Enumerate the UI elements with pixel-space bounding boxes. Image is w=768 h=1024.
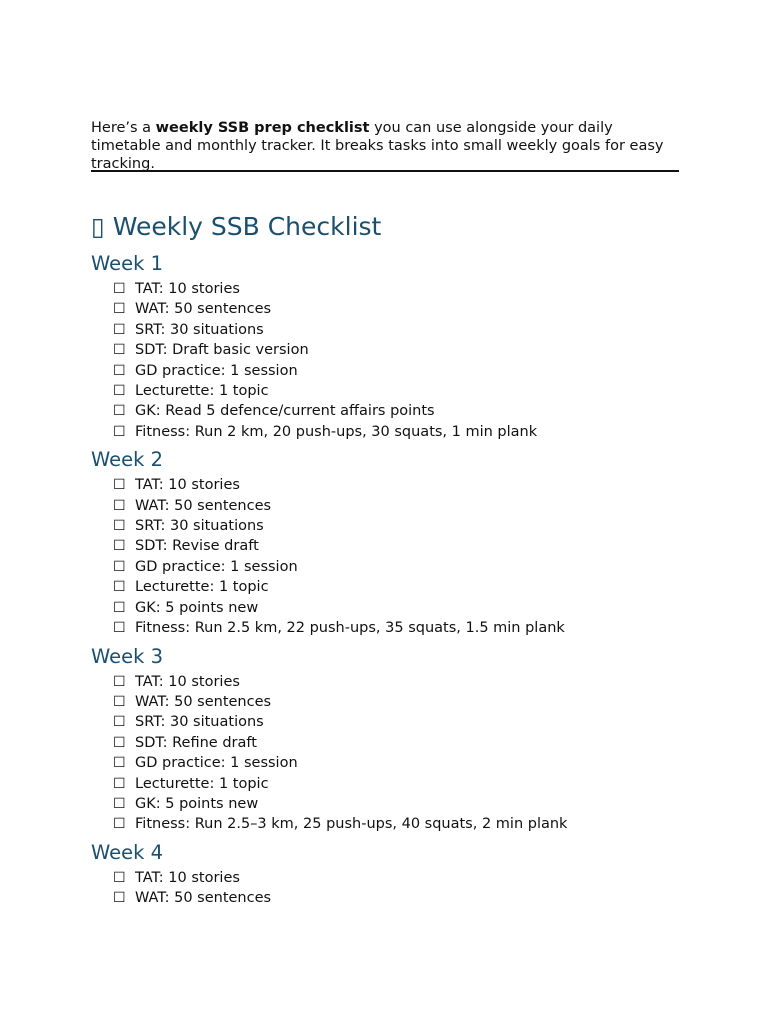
week-section-3 [91,643,711,835]
checklist-item [113,888,711,908]
checklist-item [113,712,711,732]
checkbox-icon: ☐ [113,714,126,731]
checkbox-icon: ☐ [113,342,126,359]
week-heading: Week 1 [91,252,164,275]
checklist-item [113,536,711,556]
checklist-item-text: TAT: 10 stories [135,477,240,494]
checkbox-icon: ☐ [113,518,126,535]
checklist-item-text: GK: Read 5 defence/current affairs points [135,403,435,420]
checklist-item [113,692,711,712]
checklist-item [113,475,711,495]
checklist-item [113,361,711,381]
checkbox-icon: ☐ [113,383,126,400]
checkbox-icon: ☐ [113,579,126,596]
checklist-item [113,320,711,340]
checkbox-icon: ☐ [113,869,126,886]
checklist-item-text: GK: 5 points new [135,599,259,616]
checkbox-icon: ☐ [113,477,126,494]
checklist-item [113,618,711,638]
checkbox-icon: ☐ [113,558,126,575]
checklist-item-text: SRT: 30 situations [135,321,264,338]
week-section-4 [91,839,711,909]
checklist-item-text: Lecturette: 1 topic [135,775,269,792]
week-heading: Week 3 [91,644,164,668]
checklist-item-text: Fitness: Run 2.5–3 km, 25 push-ups, 40 squats, 2 min plank [135,816,568,833]
checklist-item-text: WAT: 50 sentences [135,693,272,710]
checklist-item-text: GD practice: 1 session [135,755,298,772]
checklist-item-text: SRT: 30 situations [135,518,264,535]
checklist [91,672,711,835]
checklist-item [113,814,711,834]
checklist-item [113,299,711,319]
checklist-item-text: GD practice: 1 session [135,362,298,379]
checklist [91,868,711,909]
checklist-item-text: WAT: 50 sentences [135,497,272,514]
checklist-item [113,577,711,597]
checkbox-icon: ☐ [113,890,126,907]
checklist-item-text: Fitness: Run 2 km, 20 push-ups, 30 squats, 1 min plank [135,423,538,440]
checklist-item [113,381,711,401]
horizontal-divider [91,170,679,172]
checklist-item [113,794,711,814]
checklist-item [113,557,711,577]
checkbox-icon: ☐ [113,281,126,297]
weeks-container [91,250,711,913]
checklist-item [113,774,711,794]
checkbox-icon: ☐ [113,497,126,514]
checklist-item-text: TAT: 10 stories [135,281,240,297]
checkbox-icon: ☐ [113,775,126,792]
checklist-item-text: SDT: Revise draft [135,538,259,555]
checklist-item-text: WAT: 50 sentences [135,301,272,318]
checkbox-icon: ☐ [113,538,126,555]
checklist-item [113,401,711,421]
checklist-item-text: SDT: Refine draft [135,734,257,751]
intro-paragraph [91,119,681,173]
checklist-item [113,422,711,442]
checklist-item-text: TAT: 10 stories [135,673,240,690]
checklist-item-text: WAT: 50 sentences [135,890,272,907]
checkbox-icon: ☐ [113,693,126,710]
checklist-item [113,279,711,299]
checklist-item-text: GD practice: 1 session [135,558,298,575]
week-section-2 [91,446,711,638]
checklist-item [113,672,711,692]
checkbox-icon: ☐ [113,362,126,379]
week-heading: Week 4 [91,840,164,864]
checklist-item-text: TAT: 10 stories [135,869,240,886]
checklist [91,475,711,638]
checkbox-icon: ☐ [113,755,126,772]
checklist [91,279,711,442]
intro-text-start: Here’s a [91,119,156,136]
checkbox-icon: ☐ [113,301,126,318]
checklist-item [113,733,711,753]
page-title: ▯ Weekly SSB Checklist [91,212,382,241]
checklist-item [113,753,711,773]
checklist-item-text: Lecturette: 1 topic [135,383,269,400]
checklist-item-text: SDT: Draft basic version [135,342,309,359]
checklist-item [113,868,711,888]
checklist-item [113,340,711,360]
checkbox-icon: ☐ [113,673,126,690]
checklist-item-text: GK: 5 points new [135,795,259,812]
week-section-1 [91,250,711,442]
intro-text-end: you can use alongside your daily timetable and monthly tracker. It breaks tasks into small weekly goals for easy tracking. [91,119,664,172]
checkbox-icon: ☐ [113,795,126,812]
checklist-item [113,598,711,618]
checkbox-icon: ☐ [113,734,126,751]
checklist-item-text: SRT: 30 situations [135,714,264,731]
checklist-item-text: Lecturette: 1 topic [135,579,269,596]
checkbox-icon: ☐ [113,620,126,637]
checklist-item [113,516,711,536]
checklist-item [113,496,711,516]
checkbox-icon: ☐ [113,599,126,616]
intro-bold-phrase: weekly SSB prep checklist [155,119,370,136]
checkbox-icon: ☐ [113,816,126,833]
week-heading: Week 2 [91,448,164,472]
checkbox-icon: ☐ [113,423,126,440]
checkbox-icon: ☐ [113,321,126,338]
checkbox-icon: ☐ [113,403,126,420]
checklist-item-text: Fitness: Run 2.5 km, 22 push-ups, 35 squats, 1.5 min plank [135,620,565,637]
